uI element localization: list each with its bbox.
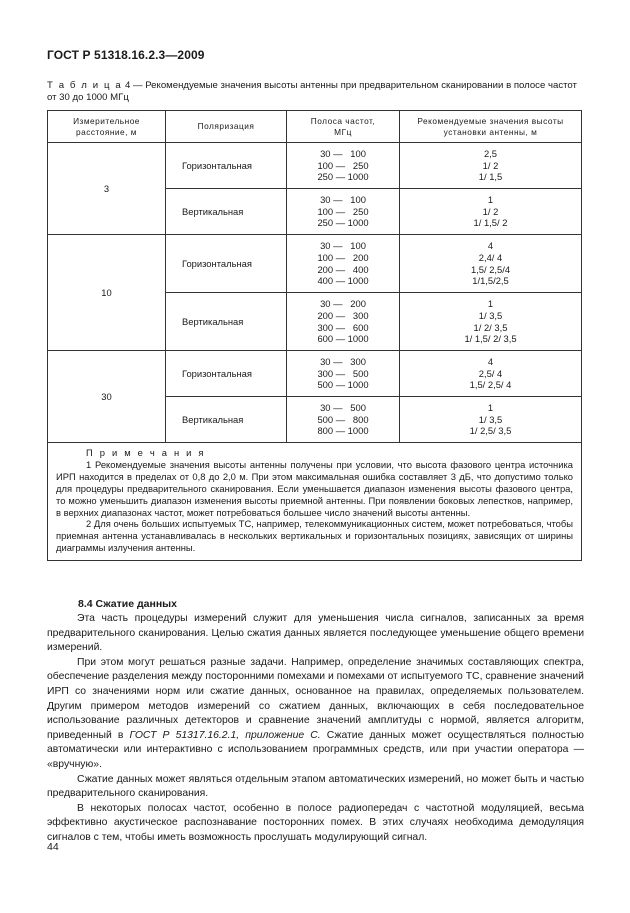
- band-value: 200 — 300: [317, 309, 369, 321]
- height-value: 1/ 2: [482, 205, 499, 217]
- height-value: 1: [487, 401, 494, 413]
- band-cell: [287, 351, 400, 397]
- paragraph-2-rest: Сжатие данных может осуществляться полностью автоматически или интерактивно с использованием программных средств, или при участии оператора — «вручную».: [47, 729, 584, 770]
- paragraph-4: В некоторых полосах частот, особенно в полосе радиопередач с частотной модуляцией, весьма эффективно акустическое распознавание посторонних помех. В этих случаях необходима демодуляция сигналов с тем, чтобы иметь возможность прослушать модулирующий сигнал.: [47, 802, 584, 843]
- header-height: Рекомендуемые значения высоты установки антенны, м: [400, 111, 582, 143]
- height-value: 1/ 2: [482, 159, 499, 171]
- height-cell: [400, 189, 582, 235]
- height-cell: [400, 351, 582, 397]
- height-value: 1: [487, 193, 494, 205]
- polarization-cell: Вертикальная: [166, 293, 287, 351]
- table-caption-lead: Т а б л и ц а: [47, 80, 123, 91]
- height-value: 1,5/ 2,5/ 4: [469, 379, 512, 391]
- header-polarization: Поляризация: [166, 111, 287, 143]
- table-header-row: [48, 111, 582, 143]
- height-value: 1/ 2/ 3,5: [473, 321, 508, 333]
- polarization-cell: Вертикальная: [166, 189, 287, 235]
- band-value: 30 — 100: [320, 193, 366, 205]
- note-1: 1 Рекомендуемые значения высоты антенны получены при условии, что высота фазового центра источника ИРП находится в пределах от 0,8 до 2,0 м. При этом максимальная ошибка составляет 3 дБ, что допустимо только для процедуры предварительного сканирования. Если уменьшается диапазон изменения высоты фазового центра, то можно уменьшить диапазон изменения высоты приемной антенны. При появлении боковых лепестков, например, в верхних диапазонах частот, может потребоваться большее число значений высоты антенны.: [56, 458, 573, 518]
- band-value: 500 — 800: [317, 413, 369, 425]
- distance-cell: 30: [48, 351, 166, 443]
- band-value: 30 — 200: [320, 297, 366, 309]
- band-value: 30 — 100: [320, 239, 366, 251]
- height-cell: [400, 397, 582, 443]
- band-cell: [287, 189, 400, 235]
- band-value: 30 — 500: [320, 401, 366, 413]
- header-distance: Измерительное расстояние, м: [48, 111, 166, 143]
- polarization-cell: Вертикальная: [166, 397, 287, 443]
- band-cell: [287, 397, 400, 443]
- page-number: 44: [47, 841, 59, 853]
- paragraph-1: Эта часть процедуры измерений служит для уменьшения числа сигналов, записанных за время предварительного сканирования. Целью сжатия данных является последующее уменьшение общего времени измерений.: [47, 613, 584, 654]
- band-value: 500 — 1000: [317, 379, 369, 391]
- table-caption: [47, 80, 587, 104]
- notes-heading: П р и м е ч а н и я: [86, 447, 206, 458]
- band-cell: [287, 293, 400, 351]
- table-caption-text: 4 — Рекомендуемые значения высоты антенны при предварительном сканировании в полосе частот от 30 до 1000 МГц: [47, 80, 577, 103]
- band-value: 100 — 200: [317, 251, 369, 263]
- band-value: 250 — 1000: [317, 171, 369, 183]
- band-value: 30 — 100: [320, 147, 366, 159]
- standard-header: ГОСТ Р 51318.16.2.3—2009: [47, 48, 205, 62]
- note-2: 2 Для очень больших испытуемых ТС, например, телекоммуникационных систем, может потребоваться, чтобы приемная антенна устанавливалась в нескольких вертикальных и горизонтальных позициях, зависящих от ширины диаграммы излучения антенны.: [56, 518, 573, 554]
- height-cell: [400, 235, 582, 293]
- height-value: 1/ 1,5: [478, 171, 503, 183]
- height-value: 1/ 1,5/ 2: [473, 217, 508, 229]
- section-title: 8.4 Сжатие данных: [78, 598, 177, 610]
- band-value: 100 — 250: [317, 159, 369, 171]
- table-row: [48, 235, 582, 293]
- height-value: 4: [487, 239, 494, 251]
- distance-cell: 10: [48, 235, 166, 351]
- table-notes: [48, 443, 582, 561]
- band-value: 30 — 300: [320, 355, 366, 367]
- band-value: 300 — 500: [317, 367, 369, 379]
- band-value: 250 — 1000: [317, 217, 369, 229]
- height-cell: [400, 143, 582, 189]
- height-value: 1,5/ 2,5/4: [470, 263, 511, 275]
- height-value: 1/ 2,5/ 3,5: [469, 425, 512, 437]
- height-value: 1/1,5/2,5: [472, 275, 509, 287]
- height-value: 1/ 3,5: [478, 413, 503, 425]
- height-value: 2,5/ 4: [478, 367, 503, 379]
- paragraph-2: [47, 656, 584, 773]
- polarization-cell: Горизонтальная: [166, 235, 287, 293]
- band-value: 100 — 250: [317, 205, 369, 217]
- height-value: 1/ 1,5/ 2/ 3,5: [464, 333, 517, 345]
- polarization-cell: Горизонтальная: [166, 351, 287, 397]
- paragraph-3: Сжатие данных может являться отдельным этапом автоматических измерений, но может быть и частью предварительного сканирования.: [47, 773, 584, 800]
- antenna-height-table: [47, 110, 582, 561]
- height-value: 2,4/ 4: [478, 251, 503, 263]
- height-cell: [400, 293, 582, 351]
- band-value: 600 — 1000: [317, 333, 369, 345]
- table-notes-row: [48, 443, 582, 561]
- table-row: [48, 143, 582, 189]
- band-value: 200 — 400: [317, 263, 369, 275]
- header-band: Полоса частот, МГц: [287, 111, 400, 143]
- band-cell: [287, 235, 400, 293]
- height-value: 2,5: [483, 147, 498, 159]
- paragraph-2-text: При этом могут решаться разные задачи. Например, определение значимых составляющих спектра, обеспечение разделения между посторонними помехами и помехами от испытуемого ТС, сравнение значений ИРП со значениями норм или сжатие данных, основанное на правилах, определяемых пользователем. Другим примером методов измерений со сжатием данных, включающих в себя последовательное использование различных детекторов и сравнение значений амплитуды с нормой, является алгоритм, приведенный в: [47, 656, 584, 741]
- table-row: [48, 351, 582, 397]
- band-value: 300 — 600: [317, 321, 369, 333]
- section-body: [47, 612, 584, 846]
- band-value: 400 — 1000: [317, 275, 369, 287]
- polarization-cell: Горизонтальная: [166, 143, 287, 189]
- height-value: 1: [487, 297, 494, 309]
- standard-reference: ГОСТ Р 51317.16.2.1, приложение С.: [129, 729, 321, 741]
- band-value: 800 — 1000: [317, 425, 369, 437]
- band-cell: [287, 143, 400, 189]
- height-value: 1/ 3,5: [478, 309, 503, 321]
- distance-cell: 3: [48, 143, 166, 235]
- height-value: 4: [487, 355, 494, 367]
